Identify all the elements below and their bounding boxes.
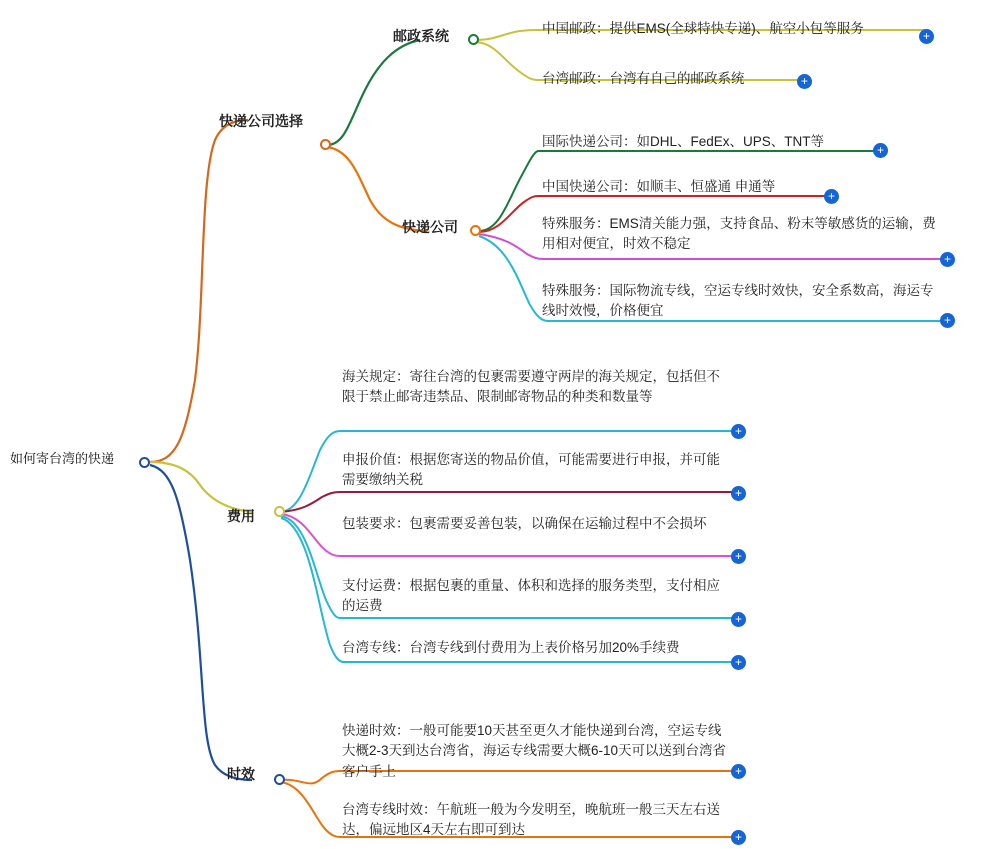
leaf-node-taiwan-line-fee[interactable]: 台湾专线：台湾专线到付费用为上表价格另加20%手续费: [342, 640, 680, 655]
subbranch-dot-postal-system[interactable]: [468, 34, 479, 45]
subbranch-node-postal-system[interactable]: 邮政系统: [393, 28, 449, 44]
root-node-dot[interactable]: [139, 457, 150, 468]
leaf-node-express-delivery-time[interactable]: 快递时效：一般可能要10天甚至更久才能快递到台湾，空运专线大概2-3天到达台湾省，海运专线需要大概6-10天可以送到台湾省客户手上: [342, 723, 727, 779]
expand-button-declared-value[interactable]: +: [731, 486, 746, 501]
leaf-node-customs-regulations[interactable]: 海关规定：寄往台湾的包裹需要遵守两岸的海关规定，包括但不限于禁止邮寄违禁品、限制邮寄物品的种类和数量等: [342, 369, 720, 405]
expand-button-international-couriers[interactable]: +: [873, 143, 888, 158]
expand-button-taiwan-post[interactable]: +: [797, 74, 812, 89]
expand-button-china-post[interactable]: +: [919, 29, 934, 44]
branch-dot-delivery-time[interactable]: [274, 774, 285, 785]
expand-button-customs-regulations[interactable]: +: [731, 424, 746, 439]
root-node[interactable]: 如何寄台湾的快递: [10, 451, 115, 466]
branch-node-express-company-choice[interactable]: 快递公司选择: [219, 113, 303, 129]
expand-button-taiwan-line-delivery-time[interactable]: +: [731, 830, 746, 845]
leaf-node-taiwan-line-delivery-time[interactable]: 台湾专线时效：午航班一般为今发明至，晚航班一般三天左右送达，偏远地区4天左右即可到达: [342, 802, 720, 838]
leaf-node-special-service-ems[interactable]: 特殊服务：EMS清关能力强，支持食品、粉末等敏感货的运输，费用相对便宜，时效不稳定: [542, 216, 936, 252]
leaf-node-china-couriers[interactable]: 中国快递公司：如顺丰、恒盛通 申通等: [542, 179, 776, 194]
leaf-node-special-service-logistics-line[interactable]: 特殊服务：国际物流专线，空运专线时效快，安全系数高，海运专线时效慢，价格便宜: [542, 283, 934, 319]
subbranch-dot-express-companies[interactable]: [470, 225, 481, 236]
leaf-node-taiwan-post[interactable]: 台湾邮政：台湾有自己的邮政系统: [542, 71, 745, 86]
leaf-node-declared-value[interactable]: 申报价值：根据您寄送的物品价值，可能需要进行申报，并可能需要缴纳关税: [342, 452, 720, 488]
branch-dot-express-company-choice[interactable]: [320, 139, 331, 150]
expand-button-taiwan-line-fee[interactable]: +: [731, 655, 746, 670]
expand-button-china-couriers[interactable]: +: [824, 189, 839, 204]
expand-button-shipping-payment[interactable]: +: [731, 612, 746, 627]
branch-node-delivery-time[interactable]: 时效: [227, 766, 255, 782]
expand-button-special-service-ems[interactable]: +: [940, 252, 955, 267]
leaf-node-international-couriers[interactable]: 国际快递公司：如DHL、FedEx、UPS、TNT等: [542, 134, 825, 149]
leaf-node-china-post[interactable]: 中国邮政：提供EMS(全球特快专递)、航空小包等服务: [542, 21, 864, 36]
subbranch-node-express-companies[interactable]: 快递公司: [402, 219, 458, 235]
branch-node-fees[interactable]: 费用: [227, 508, 255, 524]
branch-dot-fees[interactable]: [274, 506, 285, 517]
expand-button-express-delivery-time[interactable]: +: [731, 764, 746, 779]
expand-button-packaging-requirements[interactable]: +: [731, 549, 746, 564]
leaf-node-packaging-requirements[interactable]: 包装要求：包裹需要妥善包装，以确保在运输过程中不会损坏: [342, 516, 707, 531]
expand-button-special-service-logistics-line[interactable]: +: [940, 313, 955, 328]
leaf-node-shipping-payment[interactable]: 支付运费：根据包裹的重量、体积和选择的服务类型，支付相应的运费: [342, 578, 720, 614]
